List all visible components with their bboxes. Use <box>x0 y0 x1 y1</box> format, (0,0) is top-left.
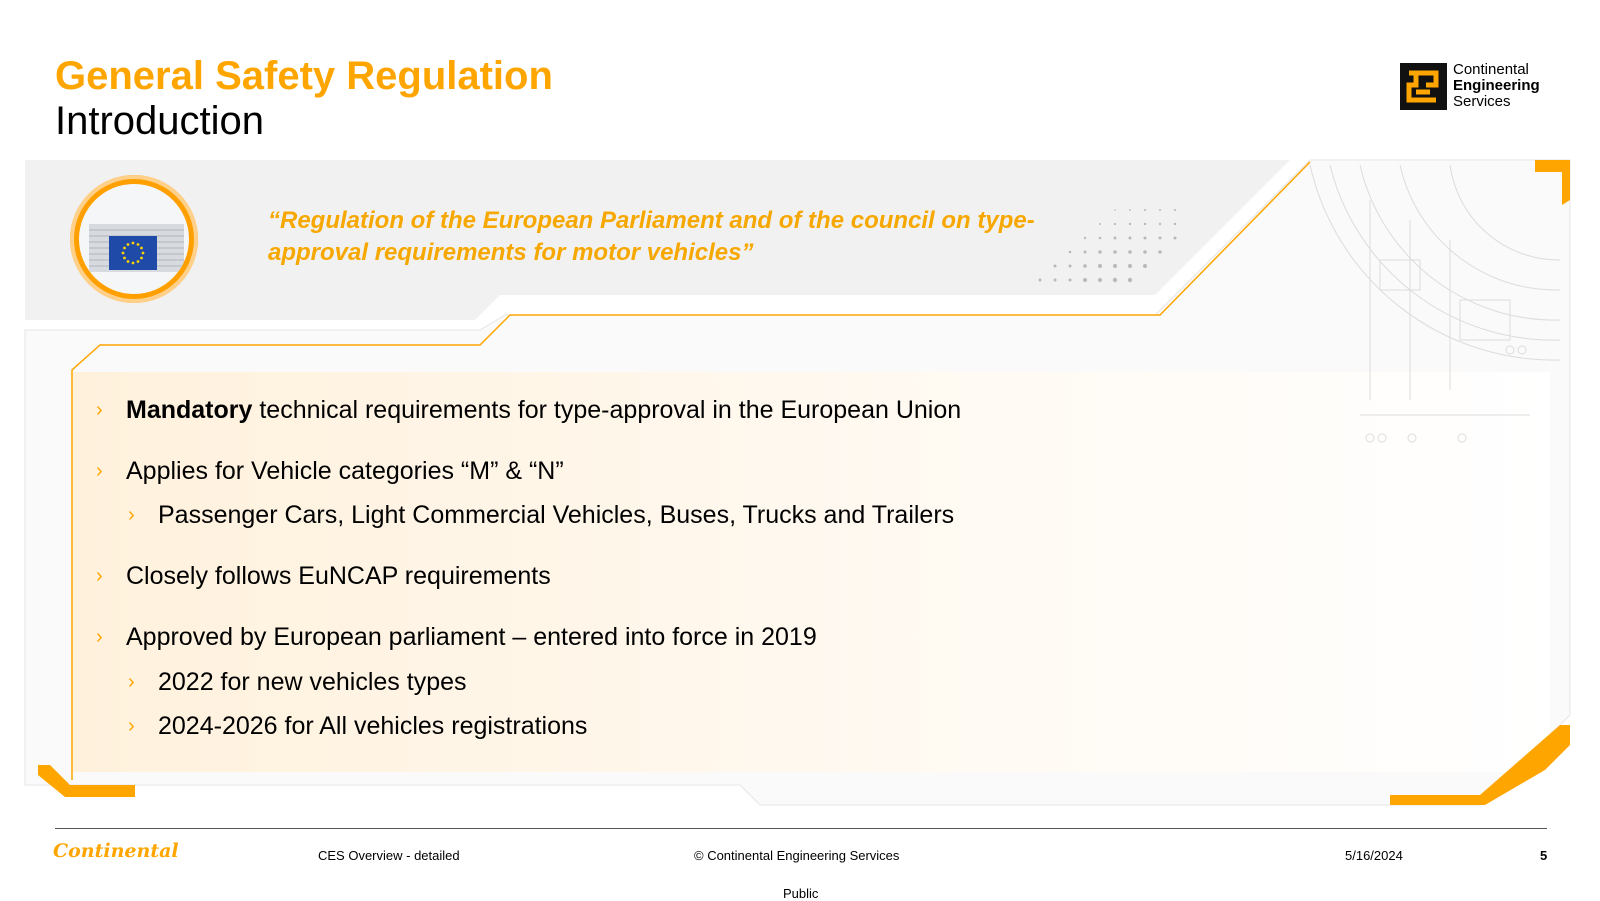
bullet-item <box>78 395 1538 425</box>
bullet-text: Applies for Vehicle categories “M” & “N” <box>126 457 564 485</box>
eu-commission-building-icon <box>79 184 189 294</box>
bullet-text: 2022 for new vehicles types <box>158 668 467 696</box>
bullet-text: Closely follows EuNCAP requirements <box>126 562 551 590</box>
bullet-chevron-icon: › <box>96 460 103 482</box>
eu-commission-badge <box>70 175 198 303</box>
slide-title: General Safety Regulation <box>55 54 553 98</box>
bullet-text: 2024-2026 for All vehicles registrations <box>158 712 588 740</box>
page-number: 5 <box>1540 848 1548 863</box>
sub-bullet-item <box>78 667 1538 697</box>
bullet-chevron-icon: › <box>96 565 103 587</box>
footer-copyright: © Continental Engineering Services <box>694 848 900 863</box>
bullet-text: Passenger Cars, Light Commercial Vehicles, Buses, Trucks and Trailers <box>158 501 955 529</box>
bullet-text: technical requirements for type-approval in the European Union <box>252 396 962 424</box>
bullet-chevron-icon: › <box>96 626 103 648</box>
bullet-item <box>78 561 1538 591</box>
eu-flag-icon <box>109 236 157 270</box>
sub-bullet-item <box>78 711 1538 741</box>
bullet-emphasis: Mandatory <box>126 396 253 424</box>
slide-subtitle: Introduction <box>55 99 265 143</box>
continental-logo: Continental <box>53 840 179 862</box>
footer-divider <box>55 828 1547 829</box>
ces-logo-line3: Services <box>1453 93 1511 110</box>
bullet-chevron-icon: › <box>128 504 135 526</box>
sub-bullet-item <box>78 500 1538 530</box>
bullet-item <box>78 456 1538 486</box>
bullet-chevron-icon: › <box>128 671 135 693</box>
bullet-text: Approved by European parliament – entered into force in 2019 <box>126 623 817 651</box>
ces-logo-line2: Engineering <box>1453 77 1540 94</box>
footer-presentation-name: CES Overview - detailed <box>318 848 460 863</box>
bullet-chevron-icon: › <box>128 715 135 737</box>
footer-date: 5/16/2024 <box>1345 848 1403 863</box>
classification-label: Public <box>783 886 819 901</box>
regulation-quote: “Regulation of the European Parliament and of the council on type-approval requirements for motor vehicles” <box>268 207 1035 266</box>
ces-logo-line1: Continental <box>1453 61 1529 78</box>
bullet-item <box>78 622 1538 652</box>
bullet-chevron-icon: › <box>96 399 103 421</box>
bullet-list <box>78 395 1538 741</box>
